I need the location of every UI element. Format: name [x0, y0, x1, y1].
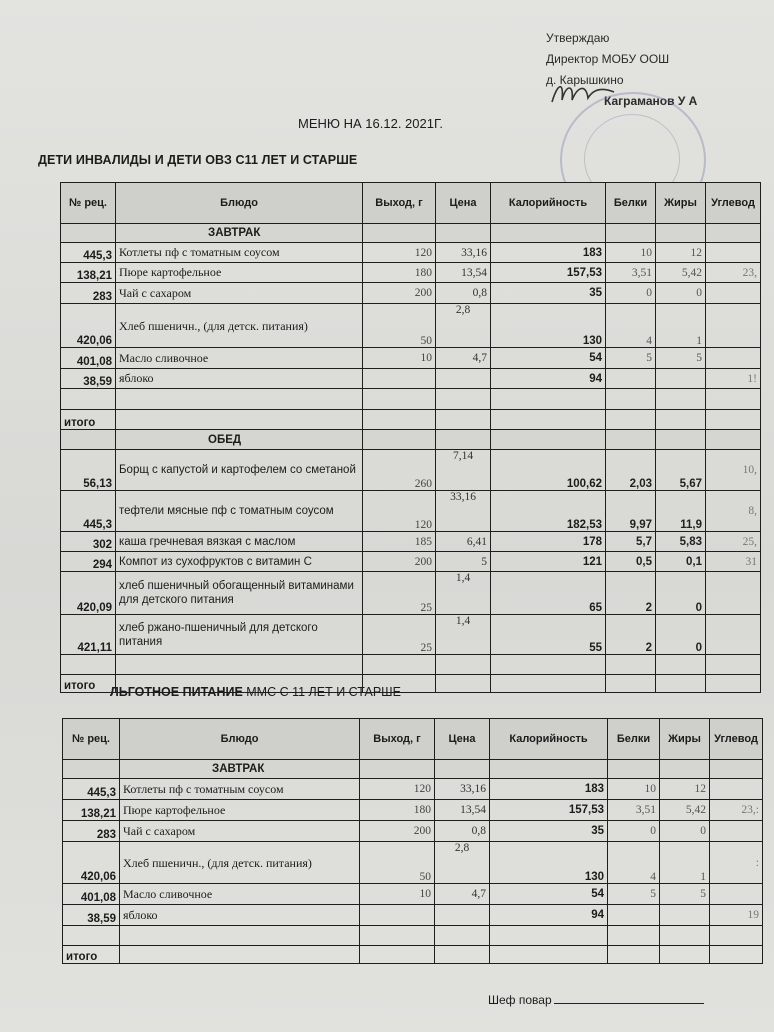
empty-cell	[656, 410, 706, 430]
dish-price: 13,54	[436, 263, 491, 283]
empty-cell	[491, 410, 606, 430]
dish-yield: 10	[360, 884, 435, 905]
header-yield: Выход, г	[360, 719, 435, 760]
signature-line	[554, 992, 704, 1004]
dish-price: 33,16	[435, 779, 490, 800]
dish-kcal: 94	[490, 905, 608, 926]
dish-fat: 5,42	[656, 263, 706, 283]
dish-protein: 0	[606, 283, 656, 304]
table-row	[61, 450, 761, 491]
dish-fat: 1	[656, 304, 706, 348]
dish-price	[435, 905, 490, 926]
dish-protein: 10	[606, 243, 656, 263]
dish-fat: 0	[656, 572, 706, 615]
recipe-number: 401,08	[63, 884, 120, 905]
dish-price	[436, 369, 491, 389]
header-kcal: Калорийность	[491, 183, 606, 224]
section-empty-cell	[710, 760, 763, 779]
header-price: Цена	[436, 183, 491, 224]
dish-fat: 0	[656, 283, 706, 304]
dish-carbs	[710, 821, 763, 842]
signature-mark	[548, 78, 618, 108]
dish-name: Пюре картофельное	[120, 800, 360, 821]
table-row	[63, 905, 763, 926]
header-carbs: Углевод	[706, 183, 761, 224]
empty-cell	[606, 389, 656, 410]
table-total-row	[61, 410, 761, 430]
section-empty-cell	[436, 224, 491, 243]
recipe-number: 38,59	[63, 905, 120, 926]
dish-carbs: 31	[706, 552, 761, 572]
dish-fat: 5	[660, 884, 710, 905]
table-empty-row	[61, 389, 761, 410]
dish-yield: 200	[363, 283, 436, 304]
section-empty-cell	[491, 430, 606, 450]
dish-fat: 5,42	[660, 800, 710, 821]
empty-cell	[660, 946, 710, 964]
empty-cell	[116, 410, 363, 430]
table-header-row	[63, 719, 763, 760]
table-section-row	[61, 224, 761, 243]
dish-yield: 200	[360, 821, 435, 842]
dish-fat: 5,83	[656, 532, 706, 552]
dish-protein: 10	[608, 779, 660, 800]
dish-carbs: 8,	[706, 491, 761, 532]
dish-protein: 4	[608, 842, 660, 884]
dish-protein: 2	[606, 572, 656, 615]
dish-carbs	[706, 304, 761, 348]
table-section-row	[63, 760, 763, 779]
section-empty-cell	[491, 224, 606, 243]
dish-fat: 5	[656, 348, 706, 369]
section-empty-cell	[435, 760, 490, 779]
dish-kcal: 54	[491, 348, 606, 369]
table-row	[61, 572, 761, 615]
menu-table-2	[62, 718, 763, 964]
dish-price: 13,54	[435, 800, 490, 821]
dish-fat: 1	[660, 842, 710, 884]
table-row	[61, 263, 761, 283]
dish-yield: 180	[363, 263, 436, 283]
table-row	[61, 243, 761, 263]
empty-cell	[490, 926, 608, 946]
dish-protein: 5	[608, 884, 660, 905]
dish-name: Компот из сухофруктов с витамин С	[116, 552, 363, 572]
table-row	[63, 842, 763, 884]
recipe-number: 420,06	[61, 304, 116, 348]
dish-name: Пюре картофельное	[116, 263, 363, 283]
dish-yield: 50	[363, 304, 436, 348]
menu-table-1	[60, 182, 761, 693]
total-label: итого	[63, 946, 120, 964]
dish-kcal: 157,53	[490, 800, 608, 821]
empty-cell	[490, 946, 608, 964]
header-rec: № рец.	[61, 183, 116, 224]
section-title-bold: ЛЬГОТНОЕ ПИТАНИЕ	[110, 685, 243, 699]
header-dish: Блюдо	[116, 183, 363, 224]
dish-price: 7,14	[436, 450, 491, 491]
approval-line: д. Карышкино	[546, 73, 624, 87]
empty-cell	[656, 655, 706, 675]
header-fat: Жиры	[660, 719, 710, 760]
header-protein: Белки	[608, 719, 660, 760]
empty-cell	[608, 926, 660, 946]
recipe-number: 401,08	[61, 348, 116, 369]
empty-cell	[656, 389, 706, 410]
empty-cell	[656, 675, 706, 693]
empty-cell	[491, 389, 606, 410]
dish-price: 4,7	[435, 884, 490, 905]
table-row	[63, 884, 763, 905]
dish-fat: 0	[656, 615, 706, 655]
dish-name: Борщ с капустой и картофелем со сметаной	[116, 450, 363, 491]
table-row	[61, 615, 761, 655]
dish-price: 1,4	[436, 572, 491, 615]
dish-protein	[606, 369, 656, 389]
dish-kcal: 178	[491, 532, 606, 552]
dish-yield: 180	[360, 800, 435, 821]
recipe-number: 283	[63, 821, 120, 842]
table-row	[63, 800, 763, 821]
section-empty-cell	[706, 224, 761, 243]
dish-yield: 10	[363, 348, 436, 369]
dish-name: яблоко	[120, 905, 360, 926]
dish-kcal: 100,62	[491, 450, 606, 491]
dish-yield	[360, 905, 435, 926]
empty-cell	[120, 946, 360, 964]
section-empty-cell	[363, 224, 436, 243]
table-row	[61, 491, 761, 532]
recipe-number: 138,21	[63, 800, 120, 821]
empty-cell	[436, 410, 491, 430]
section-empty-cell	[608, 760, 660, 779]
dish-price: 33,16	[436, 243, 491, 263]
header-dish: Блюдо	[120, 719, 360, 760]
empty-cell	[120, 926, 360, 946]
dish-price: 33,16	[436, 491, 491, 532]
section-title-rest: ММС С 11 ЛЕТ И СТАРШЕ	[242, 685, 401, 699]
section-empty-cell	[656, 430, 706, 450]
table-row	[61, 532, 761, 552]
dish-carbs	[706, 243, 761, 263]
dish-fat	[660, 905, 710, 926]
dish-fat: 12	[656, 243, 706, 263]
recipe-number: 421,11	[61, 615, 116, 655]
dish-name: Чай с сахаром	[120, 821, 360, 842]
dish-name: тефтели мясные пф с томатным соусом	[116, 491, 363, 532]
dish-fat: 12	[660, 779, 710, 800]
dish-price: 6,41	[436, 532, 491, 552]
table-empty-row	[61, 655, 761, 675]
dish-name: хлеб пшеничный обогащенный витаминами для детского питания	[116, 572, 363, 615]
chef-signature	[488, 992, 704, 1007]
section-title-privileged	[110, 685, 401, 699]
dish-kcal: 157,53	[491, 263, 606, 283]
approval-line: Каграманов У А	[604, 94, 698, 108]
total-label: итого	[61, 675, 116, 693]
dish-protein: 5,7	[606, 532, 656, 552]
section-empty-cell	[660, 760, 710, 779]
dish-protein: 5	[606, 348, 656, 369]
section-empty-cell	[606, 430, 656, 450]
recipe-number: 420,09	[61, 572, 116, 615]
dish-carbs	[706, 283, 761, 304]
dish-kcal: 130	[491, 304, 606, 348]
dish-yield: 200	[363, 552, 436, 572]
section-empty-cell	[61, 430, 116, 450]
dish-carbs: :	[710, 842, 763, 884]
section-empty-cell	[606, 224, 656, 243]
empty-cell	[606, 675, 656, 693]
table-row	[63, 821, 763, 842]
dish-name: Хлеб пшеничн., (для детск. питания)	[116, 304, 363, 348]
header-rec: № рец.	[63, 719, 120, 760]
dish-yield	[363, 369, 436, 389]
approval-line: Директор МОБУ ООШ	[546, 52, 670, 66]
recipe-number: 138,21	[61, 263, 116, 283]
dish-name: Котлеты пф с томатным соусом	[116, 243, 363, 263]
empty-cell	[360, 946, 435, 964]
empty-cell	[436, 655, 491, 675]
dish-price: 0,8	[436, 283, 491, 304]
dish-yield: 120	[363, 491, 436, 532]
empty-cell	[660, 926, 710, 946]
recipe-number: 445,3	[61, 243, 116, 263]
recipe-number: 38,59	[61, 369, 116, 389]
recipe-number: 302	[61, 532, 116, 552]
dish-carbs	[710, 779, 763, 800]
recipe-number: 56,13	[61, 450, 116, 491]
header-fat: Жиры	[656, 183, 706, 224]
empty-cell	[435, 946, 490, 964]
dish-carbs: 19	[710, 905, 763, 926]
header-kcal: Калорийность	[490, 719, 608, 760]
dish-protein: 4	[606, 304, 656, 348]
dish-protein	[608, 905, 660, 926]
dish-kcal: 130	[490, 842, 608, 884]
dish-protein: 2,03	[606, 450, 656, 491]
dish-kcal: 94	[491, 369, 606, 389]
dish-yield: 260	[363, 450, 436, 491]
header-carbs: Углевод	[710, 719, 763, 760]
empty-cell	[706, 655, 761, 675]
table-total-row	[63, 946, 763, 964]
dish-yield: 185	[363, 532, 436, 552]
empty-cell	[491, 655, 606, 675]
empty-cell	[606, 410, 656, 430]
dish-carbs: 23,:	[710, 800, 763, 821]
dish-kcal: 55	[491, 615, 606, 655]
empty-cell	[363, 389, 436, 410]
dish-protein: 2	[606, 615, 656, 655]
dish-kcal: 54	[490, 884, 608, 905]
dish-yield: 120	[363, 243, 436, 263]
empty-cell	[61, 655, 116, 675]
section-label: ОБЕД	[116, 430, 363, 450]
dish-yield: 25	[363, 615, 436, 655]
empty-cell	[706, 675, 761, 693]
section-label: ЗАВТРАК	[116, 224, 363, 243]
approval-line: Утверждаю	[546, 31, 610, 45]
empty-cell	[608, 946, 660, 964]
empty-cell	[491, 675, 606, 693]
recipe-number: 445,3	[63, 779, 120, 800]
dish-carbs	[706, 572, 761, 615]
recipe-number: 294	[61, 552, 116, 572]
dish-carbs	[706, 615, 761, 655]
header-yield: Выход, г	[363, 183, 436, 224]
empty-cell	[63, 926, 120, 946]
empty-cell	[710, 926, 763, 946]
dish-fat: 0	[660, 821, 710, 842]
section-empty-cell	[490, 760, 608, 779]
dish-name: Котлеты пф с томатным соусом	[120, 779, 360, 800]
dish-name: Масло сливочное	[120, 884, 360, 905]
chef-label: Шеф повар	[488, 993, 552, 1007]
dish-price: 0,8	[435, 821, 490, 842]
dish-protein: 3,51	[608, 800, 660, 821]
table-row	[63, 779, 763, 800]
dish-name: Хлеб пшеничн., (для детск. питания)	[120, 842, 360, 884]
dish-protein: 0,5	[606, 552, 656, 572]
section-empty-cell	[436, 430, 491, 450]
dish-price: 1,4	[436, 615, 491, 655]
table-header-row	[61, 183, 761, 224]
section-empty-cell	[656, 224, 706, 243]
dish-kcal: 121	[491, 552, 606, 572]
empty-cell	[116, 655, 363, 675]
recipe-number: 420,06	[63, 842, 120, 884]
dish-carbs	[710, 884, 763, 905]
empty-cell	[360, 926, 435, 946]
section-empty-cell	[360, 760, 435, 779]
dish-price: 5	[436, 552, 491, 572]
table-row	[61, 304, 761, 348]
dish-fat: 11,9	[656, 491, 706, 532]
section-empty-cell	[63, 760, 120, 779]
table-row	[61, 283, 761, 304]
header-protein: Белки	[606, 183, 656, 224]
empty-cell	[435, 926, 490, 946]
dish-protein: 0	[608, 821, 660, 842]
empty-cell	[706, 389, 761, 410]
section-label: ЗАВТРАК	[120, 760, 360, 779]
empty-cell	[606, 655, 656, 675]
empty-cell	[710, 946, 763, 964]
dish-fat	[656, 369, 706, 389]
dish-protein: 9,97	[606, 491, 656, 532]
section-empty-cell	[363, 430, 436, 450]
section-empty-cell	[61, 224, 116, 243]
table-section-row	[61, 430, 761, 450]
dish-carbs: 25,	[706, 532, 761, 552]
dish-fat: 0,1	[656, 552, 706, 572]
table-row	[61, 552, 761, 572]
menu-title: МЕНЮ НА 16.12. 2021Г.	[298, 116, 444, 131]
dish-kcal: 183	[491, 243, 606, 263]
dish-name: Масло сливочное	[116, 348, 363, 369]
dish-yield: 50	[360, 842, 435, 884]
empty-cell	[363, 655, 436, 675]
empty-cell	[706, 410, 761, 430]
dish-kcal: 65	[491, 572, 606, 615]
table-empty-row	[63, 926, 763, 946]
dish-carbs: 10,	[706, 450, 761, 491]
dish-kcal: 182,53	[491, 491, 606, 532]
empty-cell	[116, 389, 363, 410]
dish-name: яблоко	[116, 369, 363, 389]
empty-cell	[61, 389, 116, 410]
dish-price: 2,8	[436, 304, 491, 348]
dish-fat: 5,67	[656, 450, 706, 491]
dish-price: 2,8	[435, 842, 490, 884]
empty-cell	[436, 389, 491, 410]
dish-kcal: 35	[490, 821, 608, 842]
dish-name: каша гречневая вязкая с маслом	[116, 532, 363, 552]
dish-protein: 3,51	[606, 263, 656, 283]
dish-carbs	[706, 348, 761, 369]
recipe-number: 283	[61, 283, 116, 304]
dish-carbs: 23,	[706, 263, 761, 283]
dish-yield: 120	[360, 779, 435, 800]
dish-yield: 25	[363, 572, 436, 615]
table-row	[61, 348, 761, 369]
section-title-disabled-children: ДЕТИ ИНВАЛИДЫ И ДЕТИ ОВЗ С11 ЛЕТ И СТАРШЕ	[38, 153, 358, 167]
dish-carbs: 1!	[706, 369, 761, 389]
recipe-number: 445,3	[61, 491, 116, 532]
total-label: итого	[61, 410, 116, 430]
dish-kcal: 35	[491, 283, 606, 304]
dish-name: хлеб ржано-пшеничный для детского питания	[116, 615, 363, 655]
table-row	[61, 369, 761, 389]
empty-cell	[436, 675, 491, 693]
dish-kcal: 183	[490, 779, 608, 800]
empty-cell	[363, 410, 436, 430]
header-price: Цена	[435, 719, 490, 760]
dish-price: 4,7	[436, 348, 491, 369]
dish-name: Чай с сахаром	[116, 283, 363, 304]
section-empty-cell	[706, 430, 761, 450]
